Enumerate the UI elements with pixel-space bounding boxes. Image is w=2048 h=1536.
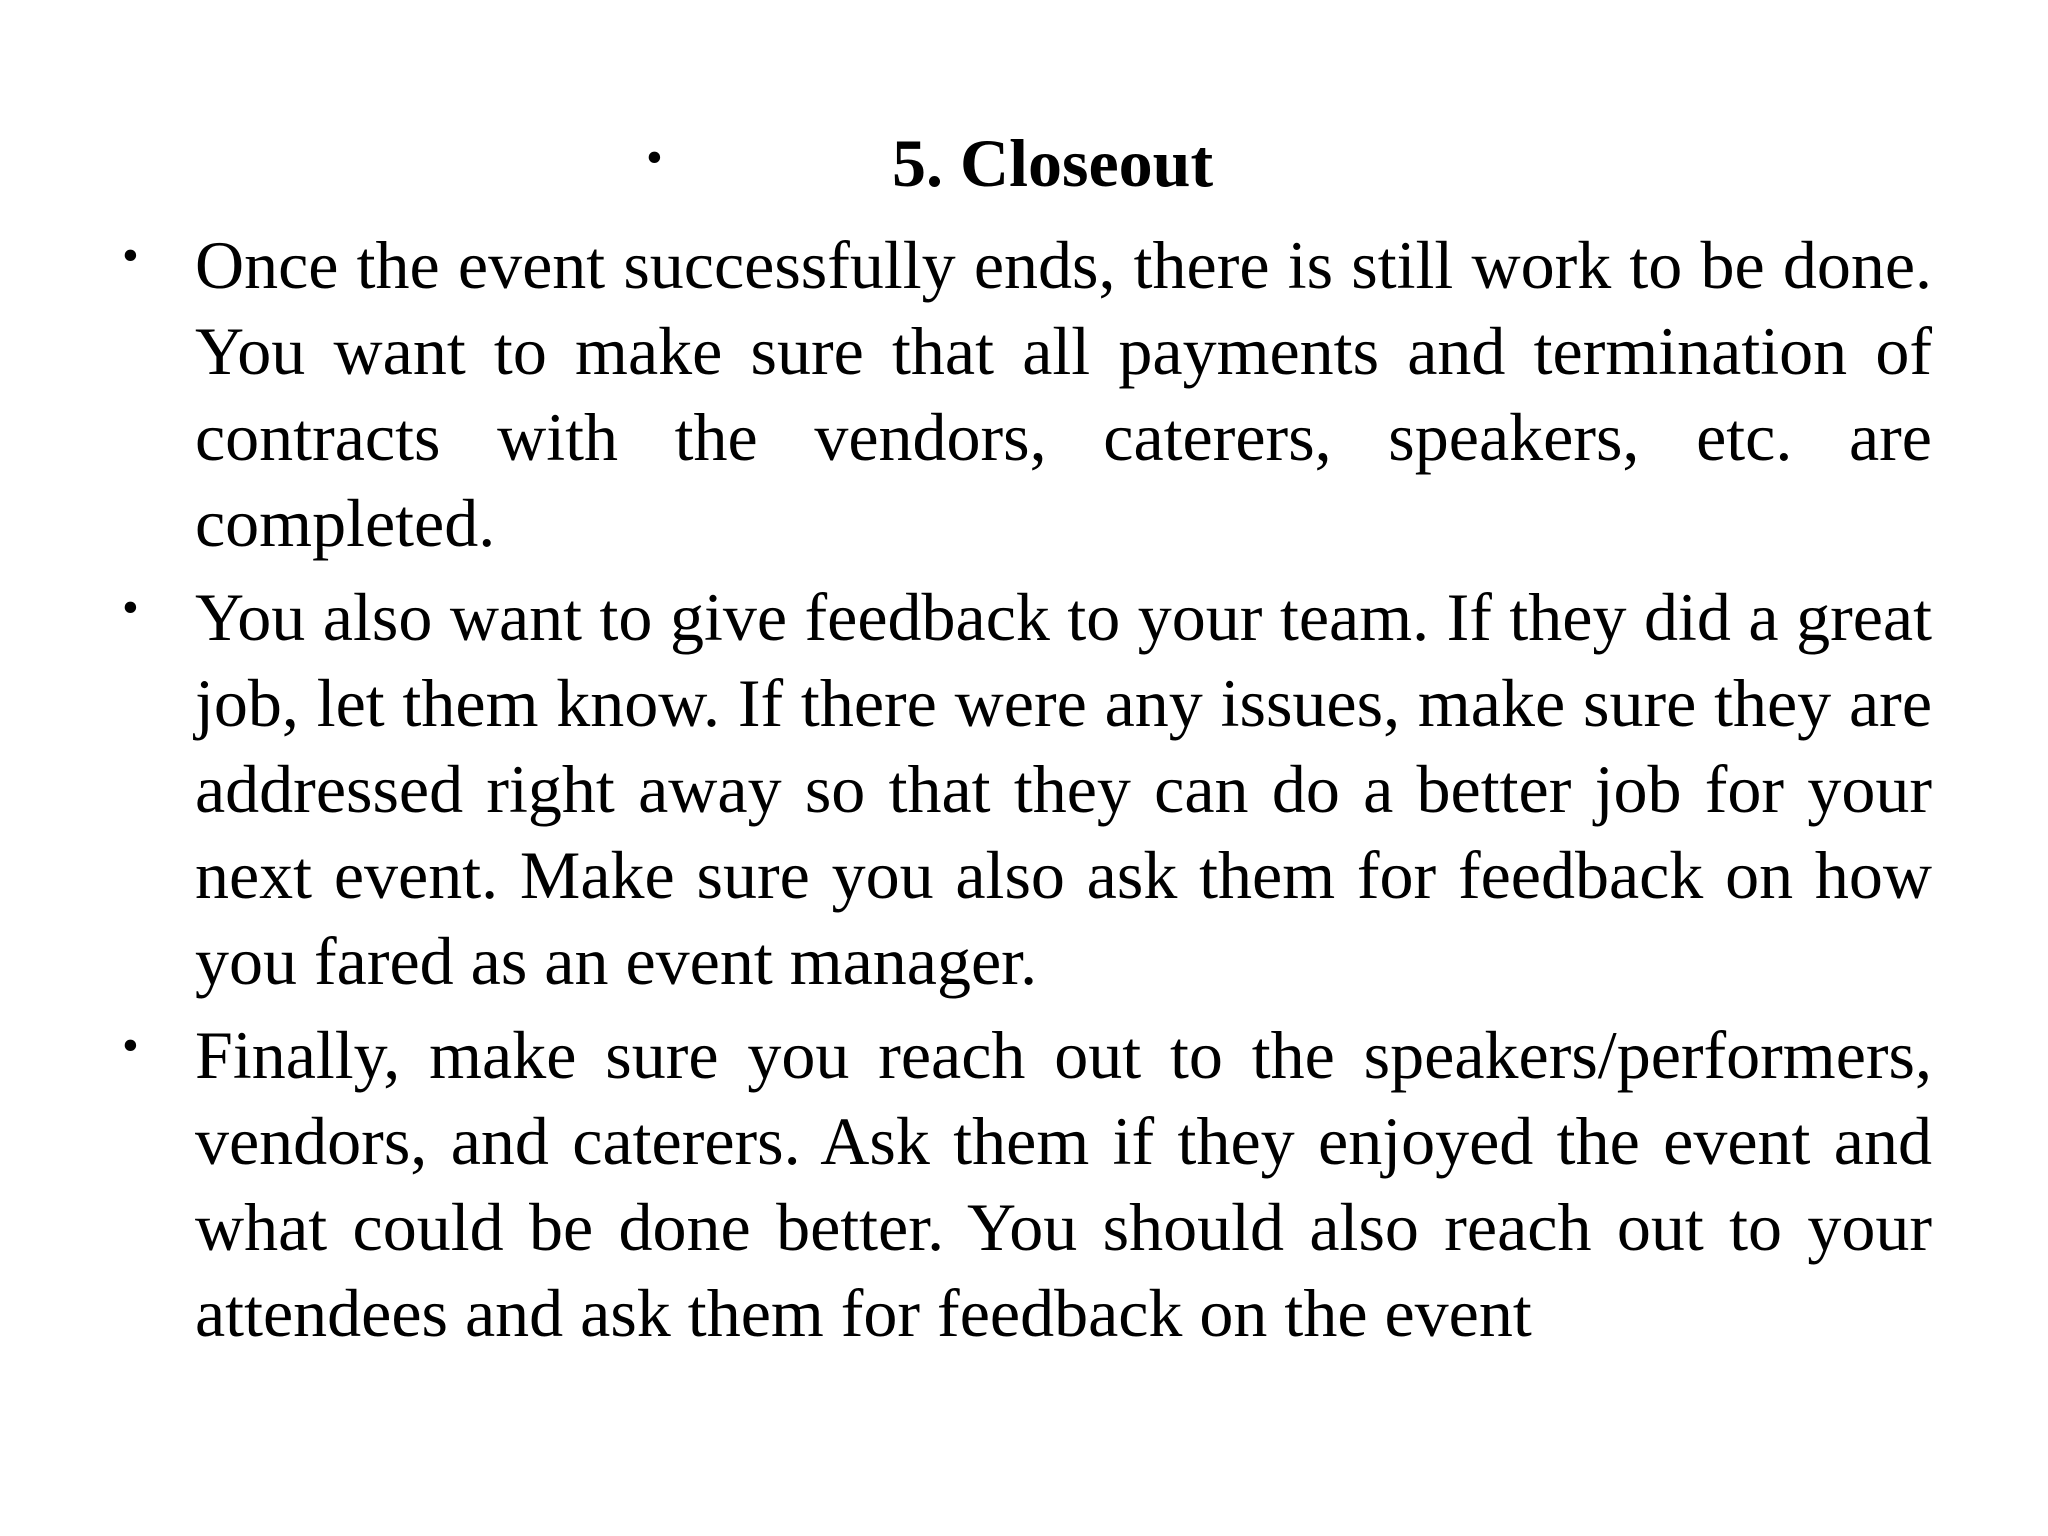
bullet-item bbox=[122, 574, 1932, 1004]
title-row bbox=[0, 120, 2048, 210]
bullet-icon: • bbox=[122, 1019, 139, 1072]
bullet-text: You also want to give feedback to your team. If they did a great job, let them know. If there were any issues, make sure they are addressed right away so that they can do a better job for your next event. Make sure you also ask them for feedback on how you fared as an event manager. bbox=[195, 579, 1932, 999]
bullet-item bbox=[122, 1012, 1932, 1356]
title-bullet-icon: • bbox=[646, 131, 663, 184]
bullet-text: Once the event successfully ends, there is still work to be done. You want to make sure that all payments and termination of contracts with the vendors, caterers, speakers, etc. are completed. bbox=[195, 227, 1932, 561]
bullet-item bbox=[122, 222, 1932, 566]
bullet-icon: • bbox=[122, 581, 139, 634]
bullet-text: Finally, make sure you reach out to the speakers/performers, vendors, and caterers. Ask them if they enjoyed the event and what could be done better. You should also reach out to your attendees and ask them for feedback on the event bbox=[195, 1017, 1932, 1351]
bullet-icon: • bbox=[122, 229, 139, 282]
slide-title: 5. Closeout bbox=[892, 125, 1214, 201]
bullet-list bbox=[122, 222, 1932, 1364]
